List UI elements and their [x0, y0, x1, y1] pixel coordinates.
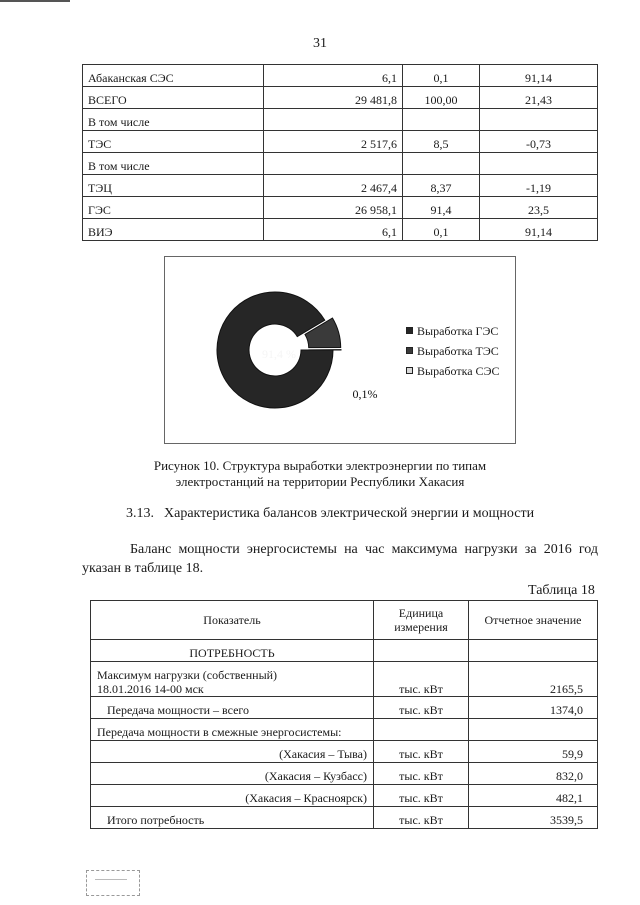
- legend-label-ses: Выработка СЭС: [417, 364, 500, 378]
- share-cell: 0,1: [403, 219, 480, 241]
- table-row: [91, 640, 598, 662]
- header-unit: Единица измерения: [374, 601, 469, 640]
- station-cell: В том числе: [83, 153, 264, 175]
- share-cell: [403, 109, 480, 131]
- table-row: [83, 87, 598, 109]
- share-cell: 0,1: [403, 65, 480, 87]
- total-label-cell: Итого потребность: [91, 807, 374, 829]
- table-row: [91, 741, 598, 763]
- station-cell: В том числе: [83, 109, 264, 131]
- legend-label-ges: Выработка ГЭС: [417, 324, 499, 338]
- table-row: [91, 785, 598, 807]
- share-cell: 8,37: [403, 175, 480, 197]
- unit-cell: тыс. кВт: [374, 785, 469, 807]
- unit-cell: тыс. кВт: [374, 763, 469, 785]
- value-cell: 832,0: [469, 763, 598, 785]
- station-cell: ВСЕГО: [83, 87, 264, 109]
- unit-cell: тыс. кВт: [374, 662, 469, 697]
- legend-item-ges: [406, 321, 500, 341]
- power-balance-header-row: [91, 601, 598, 640]
- output-cell: 6,1: [264, 219, 403, 241]
- chart-frame: [164, 256, 516, 444]
- table-row: [83, 65, 598, 87]
- page-number: 31: [313, 36, 327, 51]
- legend-swatch-ses: [406, 367, 413, 374]
- output-cell: 2 467,4: [264, 175, 403, 197]
- slice-label-ges: 91,4 %: [262, 347, 296, 361]
- change-cell: 23,5: [480, 197, 598, 219]
- table-18-label: Таблица 18: [528, 583, 595, 598]
- table-row: [83, 219, 598, 241]
- share-cell: 8,5: [403, 131, 480, 153]
- max-load-date: 18.01.2016 14-00 мск: [97, 682, 204, 696]
- value-cell: 59,9: [469, 741, 598, 763]
- change-cell: 91,14: [480, 219, 598, 241]
- empty-cell: [469, 719, 598, 741]
- header-value: Отчетное значение: [469, 601, 598, 640]
- unit-cell: тыс. кВт: [374, 741, 469, 763]
- unit-cell: тыс. кВт: [374, 807, 469, 829]
- change-cell: -1,19: [480, 175, 598, 197]
- empty-cell: [469, 640, 598, 662]
- scan-corner-mark: [0, 0, 70, 2]
- slice-label-ses: 0,1%: [352, 387, 378, 401]
- share-cell: [403, 153, 480, 175]
- table-row: [83, 197, 598, 219]
- indicator-cell: (Хакасия – Красноярск): [91, 785, 374, 807]
- legend-swatch-ges: [406, 327, 413, 334]
- change-cell: 91,14: [480, 65, 598, 87]
- legend-label-tes: Выработка ТЭС: [417, 344, 499, 358]
- table-row: [91, 662, 598, 697]
- table-row: [83, 109, 598, 131]
- chart-legend: [406, 321, 500, 381]
- share-cell: 91,4: [403, 197, 480, 219]
- unit-cell: тыс. кВт: [374, 697, 469, 719]
- figure-caption: [120, 458, 520, 490]
- table-row: [83, 131, 598, 153]
- legend-swatch-tes: [406, 347, 413, 354]
- category-cell: ПОТРЕБНОСТЬ: [91, 640, 374, 662]
- section-heading: [126, 506, 534, 522]
- table-row: [91, 697, 598, 719]
- value-cell: 1374,0: [469, 697, 598, 719]
- figure-caption-line2: электростанций на территории Республики Хакасия: [175, 474, 465, 489]
- header-indicator: Показатель: [91, 601, 374, 640]
- section-number: 3.13.: [126, 506, 154, 521]
- max-load-label: Максимум нагрузки (собственный): [97, 668, 278, 682]
- scan-stamp-mark: [86, 870, 140, 896]
- change-cell: [480, 109, 598, 131]
- change-cell: [480, 153, 598, 175]
- empty-cell: [374, 640, 469, 662]
- empty-cell: [374, 719, 469, 741]
- change-cell: -0,73: [480, 131, 598, 153]
- figure-caption-line1: Рисунок 10. Структура выработки электроэнергии по типам: [153, 458, 487, 473]
- generation-table-body: [83, 65, 598, 241]
- section-title: Характеристика балансов электрической энергии и мощности: [164, 506, 535, 521]
- power-balance-table: [90, 600, 598, 829]
- value-cell: 482,1: [469, 785, 598, 807]
- table-row: [83, 153, 598, 175]
- station-cell: Абаканская СЭС: [83, 65, 264, 87]
- generation-table: [82, 64, 598, 241]
- total-value-cell: 3539,5: [469, 807, 598, 829]
- output-cell: [264, 109, 403, 131]
- indicator-cell: Передача мощности – всего: [91, 697, 374, 719]
- station-cell: ГЭС: [83, 197, 264, 219]
- output-cell: 26 958,1: [264, 197, 403, 219]
- indicator-cell: (Хакасия – Кузбасс): [91, 763, 374, 785]
- output-cell: [264, 153, 403, 175]
- indicator-cell: (Хакасия – Тыва): [91, 741, 374, 763]
- station-cell: ВИЭ: [83, 219, 264, 241]
- legend-item-ses: [406, 361, 500, 381]
- max-load-cell: [91, 662, 374, 697]
- share-cell: 100,00: [403, 87, 480, 109]
- output-cell: 29 481,8: [264, 87, 403, 109]
- indicator-cell: Передача мощности в смежные энергосистемы:: [91, 719, 374, 741]
- table-row: [91, 763, 598, 785]
- station-cell: ТЭЦ: [83, 175, 264, 197]
- output-cell: 2 517,6: [264, 131, 403, 153]
- table-row: [83, 175, 598, 197]
- table-row: [91, 719, 598, 741]
- output-cell: 6,1: [264, 65, 403, 87]
- change-cell: 21,43: [480, 87, 598, 109]
- table-row: [91, 807, 598, 829]
- station-cell: ТЭС: [83, 131, 264, 153]
- legend-item-tes: [406, 341, 500, 361]
- value-cell: 2165,5: [469, 662, 598, 697]
- body-paragraph: Баланс мощности энергосистемы на час максимума нагрузки за 2016 год указан в таблице 18.: [82, 542, 598, 576]
